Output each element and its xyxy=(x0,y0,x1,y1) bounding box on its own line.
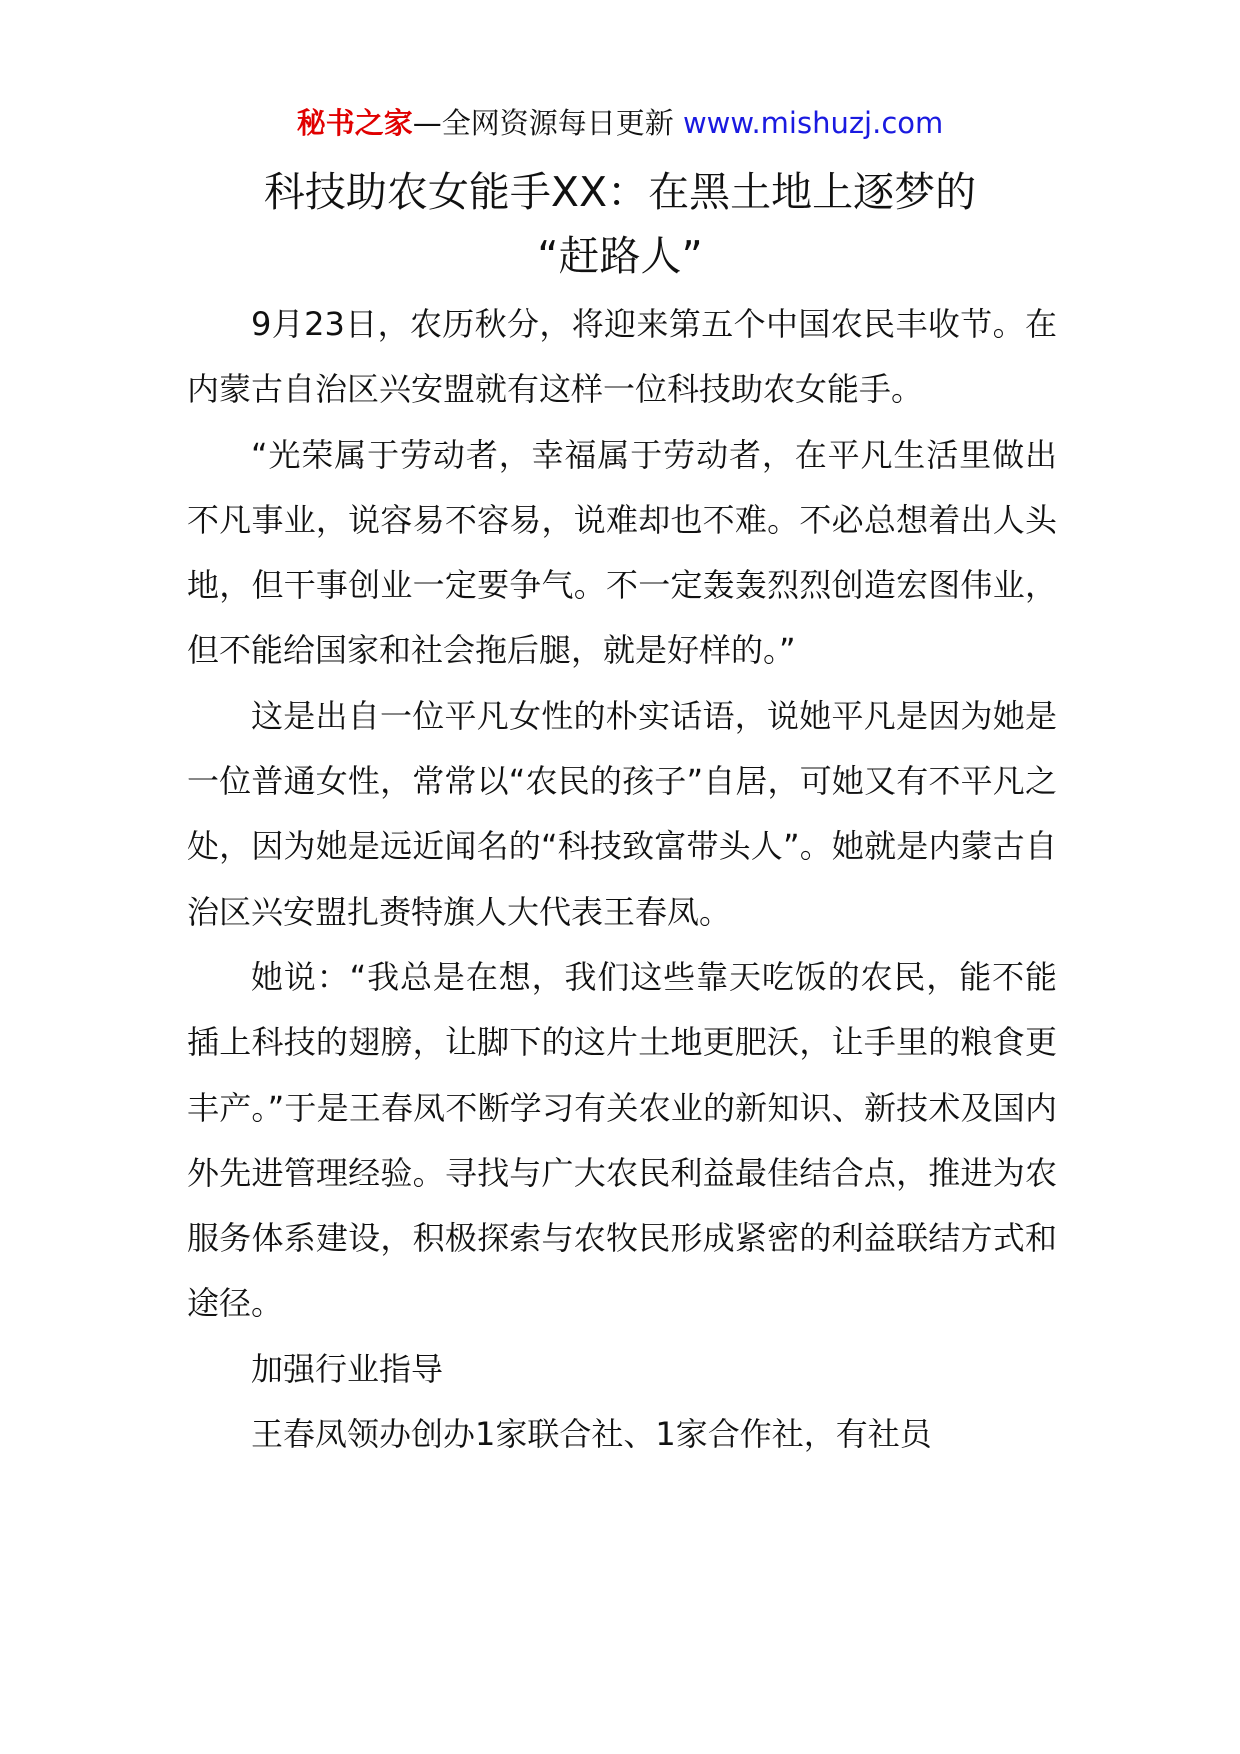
paragraph-quote: “光荣属于劳动者，幸福属于劳动者，在平凡生活里做出不凡事业，说容易不容易，说难却也不难。不必总想着出人头地，但干事创业一定要争气。不一定轰轰烈烈创造宏图伟业，但不能给国家和社会拖后腿，就是好样的。” xyxy=(187,435,1057,670)
article-body xyxy=(187,292,1057,1467)
paragraph-profile: 这是出自一位平凡女性的朴实话语，说她平凡是因为她是一位普通女性，常常以“农民的孩子”自居，可她又有不平凡之处，因为她是远近闻名的“科技致富带头人”。她就是内蒙古自治区兴安盟扎赉特旗人大代表王春凤。 xyxy=(187,696,1057,931)
article-title-line-1: 科技助农女能手XX：在黑土地上逐梦的 xyxy=(263,168,977,216)
site-header xyxy=(0,103,1240,143)
paragraph-cooperatives: 王春凤领办创办1家联合社、1家合作社，有社员 xyxy=(251,1415,932,1454)
paragraph-her-words: 她说：“我总是在想，我们这些靠天吃饭的农民，能不能插上科技的翅膀，让脚下的这片土地更肥沃，让手里的粮食更丰产。”于是王春凤不断学习有关农业的新知识、新技术及国内外先进管理经验。寻找与广大农民利益最佳结合点，推进为农服务体系建设，积极探索与农牧民形成紧密的利益联结方式和途径。 xyxy=(187,957,1057,1323)
site-url[interactable]: www.mishuzj.com xyxy=(682,106,944,140)
site-tagline: —全网资源每日更新 xyxy=(412,106,683,140)
article-title-line-2: “赶路人” xyxy=(537,232,703,280)
paragraph-intro: 9月23日，农历秋分，将迎来第五个中国农民丰收节。在内蒙古自治区兴安盟就有这样一位科技助农女能手。 xyxy=(187,305,1057,409)
article-title xyxy=(0,160,1240,288)
site-brand: 秘书之家 xyxy=(296,106,413,140)
section-heading: 加强行业指导 xyxy=(251,1349,444,1388)
